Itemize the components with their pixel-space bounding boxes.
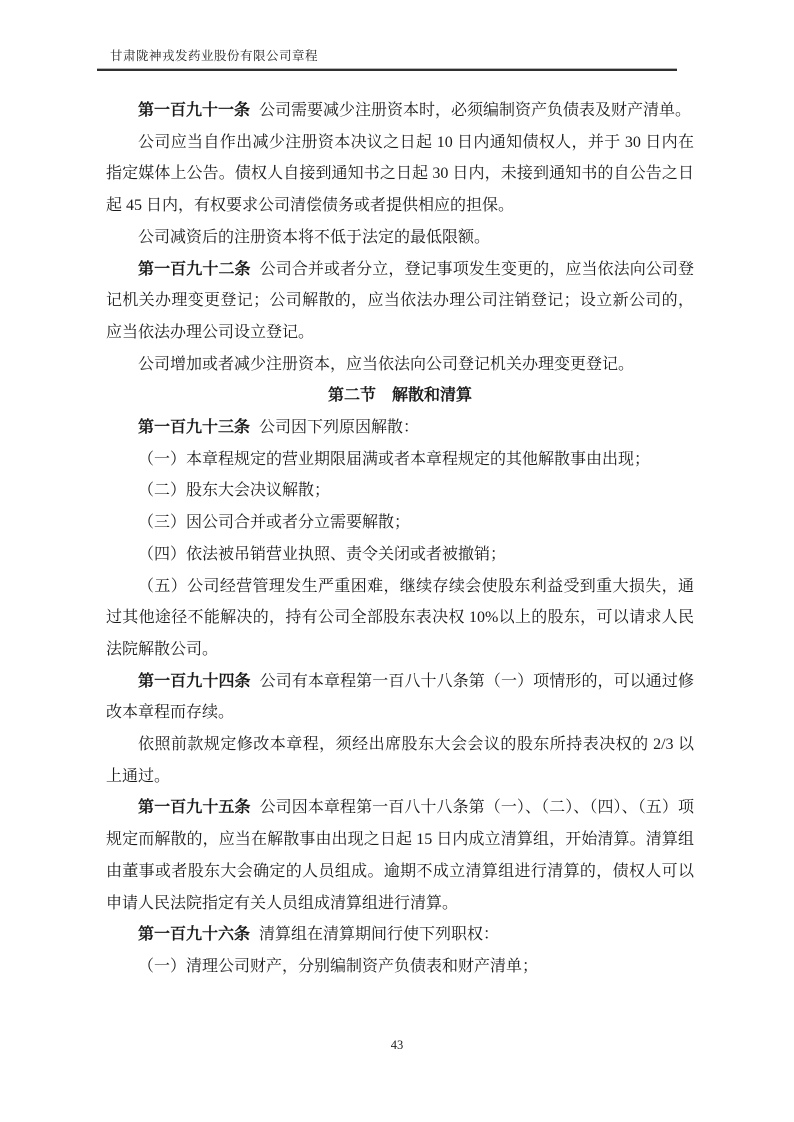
article-text: 公司需要减少注册资本时，必须编制资产负债表及财产清单。 <box>259 102 692 119</box>
article-text: 清算组在清算期间行使下列职权： <box>259 926 500 944</box>
article-paragraph <box>106 254 694 349</box>
paragraph: （一）清理公司财产，分别编制资产负债表和财产清单； <box>138 957 539 975</box>
article-number: 第一百九十三条 <box>138 419 251 437</box>
paragraph: 公司增加或者减少注册资本，应当依法向公司登记机关办理变更登记。 <box>138 355 635 373</box>
article-text: 公司因本章程第一百八十八条第（一）、（二）、（四）、（五）项规定而解散的，应当在解散事由出现之日起 15 日内成立清算组，开始清算。清算组由董事或者股东大会确定的人员组成。逾期不成立清算组进行清算的，债权人可以申请人民法院指定有关人员组成清算组进行清算。 <box>106 799 694 912</box>
page-footer <box>0 1038 794 1053</box>
article-paragraph <box>106 919 694 951</box>
paragraph: （五）公司经营管理发生严重困难，继续存续会使股东利益受到重大损失，通过其他途径不能解决的，持有公司全部股东表决权 10%以上的股东，可以请求人民法院解散公司。 <box>106 577 694 658</box>
section-heading: 第二节 解散和清算 <box>327 387 472 405</box>
header-rule-divider <box>97 68 677 71</box>
article-number: 第一百九十六条 <box>138 926 251 944</box>
article-number: 第一百九十一条 <box>138 102 251 119</box>
paragraph: 公司减资后的注册资本将不低于法定的最低限额。 <box>138 228 491 246</box>
paragraph: （三）因公司合并或者分立需要解散； <box>138 514 411 532</box>
paragraph: （一）本章程规定的营业期限届满或者本章程规定的其他解散事由出现； <box>138 450 651 468</box>
article-paragraph <box>106 666 694 729</box>
paragraph: 依照前款规定修改本章程，须经出席股东大会会议的股东所持表决权的 2/3 以上通过。 <box>106 736 694 785</box>
paragraph: （四）依法被吊销营业执照、责令关闭或者被撤销； <box>138 545 507 563</box>
article-paragraph <box>106 95 694 127</box>
header-title: 甘肃陇神戎发药业股份有限公司章程 <box>110 49 319 63</box>
paragraph: （二）股东大会决议解散； <box>138 482 331 500</box>
article-paragraph <box>106 412 694 444</box>
paragraph: 公司应当自作出减少注册资本决议之日起 10 日内通知债权人，并于 30 日内在指定媒体上公告。债权人自接到通知书之日起 30 日内，未接到通知书的自公告之日起 45 日内，有权要求公司清偿债务或者提供相应的担保。 <box>106 133 694 215</box>
article-text: 公司合并或者分立，登记事项发生变更的，应当依法向公司登记机关办理变更登记；公司解散的，应当依法办理公司注销登记；设立新公司的，应当依法办理公司设立登记。 <box>106 260 694 341</box>
document-body <box>106 95 694 983</box>
page-number: 43 <box>390 1038 404 1052</box>
article-text: 公司因下列原因解散： <box>259 419 420 437</box>
article-text: 公司有本章程第一百八十八条第（一）项情形的，可以通过修改本章程而存续。 <box>106 672 694 722</box>
article-number: 第一百九十四条 <box>138 672 251 690</box>
article-number: 第一百九十二条 <box>138 260 251 278</box>
article-number: 第一百九十五条 <box>138 799 251 817</box>
article-paragraph <box>106 792 694 919</box>
